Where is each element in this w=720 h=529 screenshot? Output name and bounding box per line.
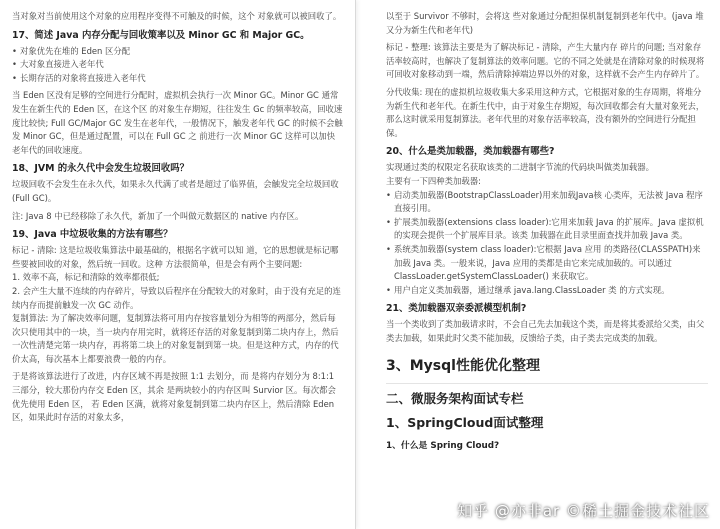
q21-heading: 21、类加载器双亲委派模型机制? [386,303,527,315]
q18-paragraph: 垃圾回收不会发生在永久代，如果永久代满了或者是超过了临界值，会触发完全垃圾回收(Full GC)。 [12,179,339,203]
watermark: 知乎 @亦非ar ©稀土掘金技术社区 [457,502,710,520]
mysql-heading: 3、Mysql性能优化整理 [386,358,540,375]
springcloud-heading: 1、SpringCloud面试整理 [386,415,544,431]
list-item: • 对象优先在堆的 Eden 区分配 [12,45,343,59]
q19-paragraph-5: 于是将该算法进行了改进，内存区域不再是按照 1:1 去划分，而 是将内存划分为 8:1:1 三部分，较大那份内存交 Eden 区，其余 是两块较小的内存区叫 Survior 区。每次都会优先使用 Eden 区， 若 Eden 区满，就将对象复制到第二块内存区上，然后清除 Eden 区，如果此时存活的对象太多， [12,371,336,423]
right-page [360,0,720,529]
q17-paragraph: 当 Eden 区没有足够的空间进行分配时，虚拟机会执行一次 Minor GC。Minor GC 通常发生在新生代的 Eden 区，在这个区 的对象生存期短，往往发生 Gc 的频率较高，回收速度比较快; Full GC/Major GC 发生在老年代，一般情况下，触发老年代 GC 的时候不会触发 Minor GC，但是通过配置，可以在 Full GC 之 前进行一次 Minor GC 这样可以加快老年代的回收速度。 [12,90,343,155]
q20-intro: 主要有一下四种类加载器: [386,175,481,186]
microservice-heading: 二、微服务架构面试专栏 [386,391,524,407]
list-item: • 扩展类加载器(extensions class loader):它用来加载 Java 的扩展库。Java 虚拟机的实现会提供一个扩展库目录。该类 加载器在此目录里面查找并加载 Java 类。 [386,216,708,243]
q18-note: 注: Java 8 中已经移除了永久代，新加了一个叫做元数据区的 native 内存区。 [12,210,304,221]
q19-paragraph-3: 2. 会产生大量不连续的内存碎片，导致以后程序在分配较大的对象时，由于没有充足的连续内存而提前触发一次 GC 动作。 [12,285,341,310]
q20-heading: 20、什么是类加载器，类加载器有哪些? [386,146,555,158]
divider [386,383,708,384]
right-paragraph-2: 标记 - 整理: 该算法主要是为了解决标记 - 清除，产生大量内存 碎片的问题; 当对象存活率较高时，也解决了复制算法的效率问题。它的不同之处就是在清除对象的时候现将可回收对象移动到一端，然后清除掉端边界以外的对象，这样就不会产生内存碎片了。 [386,42,705,80]
q21-paragraph: 当一个类收到了类加载请求时，不会自己先去加载这个类，而是将其委派给父类，由父类去加载，如果此时父类不能加载，反馈给子类，由子类去完成类的加载。 [386,319,705,343]
right-paragraph-1: 以至于 Survivor 不够时，会将这 些对象通过分配担保机制复制到老年代中。(java 堆又分为新生代和老年代) [386,11,704,35]
q17-heading: 17、简述 Java 内存分配与回收策率以及 Minor GC 和 Major GC。 [12,29,310,41]
list-item: • 系统类加载器(system class loader):它根据 Java 应用 的类路径(CLASSPATH)来加载 Java 类。一般来说，Java 应用的类都是由它来完成加载的。可以通过 ClassLoader.getSystemClassLoader() 来获取它。 [386,243,708,284]
q18-heading: 18、JVM 的永久代中会发生垃圾回收吗？ [12,163,190,175]
right-paragraph-3: 分代收集: 现在的虚拟机垃圾收集大多采用这种方式，它根据对象的生存周期，将堆分为新生代和老年代。在新生代中，由于对象生存期短，每次回收都会有大量对象死去，那么这时就采用复制算法。老年代里的对象存活率较高，没有额外的空间进行分配担保。 [386,86,705,138]
list-item: • 长期存活的对象将直接进入老年代 [12,72,343,86]
q17-bullet-list [12,45,343,86]
intro-paragraph: 当对象对当前使用这个对象的应用程序变得不可触及的时候，这个 对象就可以被回收了。 [12,11,342,21]
q19-paragraph-2: 1. 效率不高，标记和清除的效率都很低; [12,272,160,283]
q19-paragraph-4: 复制算法: 为了解决效率问题，复制算法将可用内存按容量划分为相等的两部分，然后每次只使用其中的一块，当一块内存用完时，就将还存活的对象复制到第二块内存上，然后一次性清楚完第一块内存，再将第二块上的对象复制到第一块。但是这种方式，内存的代价太高，每次基本上都要浪费一般的内存。 [12,313,339,364]
list-item: • 用户自定义类加载器，通过继承 java.lang.ClassLoader 类 的方式实现。 [386,284,708,298]
q20-paragraph: 实现通过类的权限定名获取该类的二进制字节流的代码块叫做类加载器。 [386,162,654,173]
q20-bullet-list [386,189,708,298]
q19-heading: 19、Java 中垃圾收集的方法有哪些？ [12,229,173,241]
list-item: • 大对象直接进入老年代 [12,58,343,72]
left-page [0,0,356,529]
q19-paragraph-1: 标记 - 清除: 这是垃圾收集算法中最基础的，根据名字就可以知 道，它的思想就是标记哪些要被回收的对象，然后统一回收。这种 方法很简单，但是会有两个主要问题: [12,245,339,269]
springcloud-question: 1、什么是 Spring Cloud? [386,441,500,452]
list-item: • 启动类加载器(BootstrapClassLoader)用来加载Java核 心类库，无法被 Java 程序直接引用。 [386,189,708,216]
